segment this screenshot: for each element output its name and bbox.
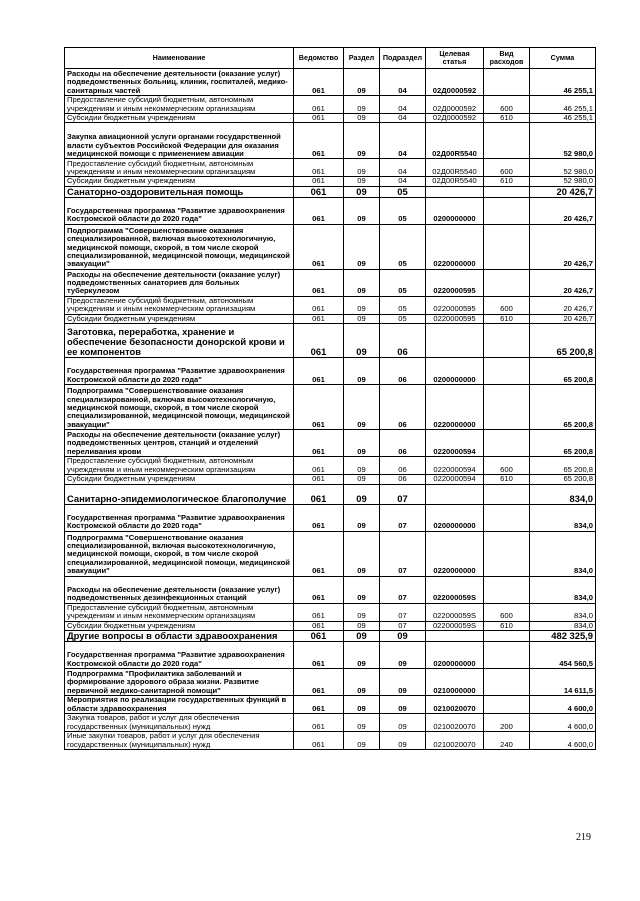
cell-section: 09 bbox=[344, 358, 380, 385]
cell-department: 061 bbox=[294, 69, 344, 96]
cell-name: Расходы на обеспечение деятельности (оказание услуг) подведомственных санаториев для больных туберкулезом bbox=[65, 269, 294, 296]
cell-target-article: 022000059S bbox=[426, 603, 484, 621]
cell-amount: 20 426,7 bbox=[530, 224, 596, 269]
table-row bbox=[65, 504, 596, 531]
cell-amount: 46 255,1 bbox=[530, 96, 596, 114]
cell-expense-type: 610 bbox=[484, 475, 530, 484]
cell-department: 061 bbox=[294, 732, 344, 750]
table-row bbox=[65, 324, 596, 358]
cell-subsection: 07 bbox=[380, 531, 426, 576]
cell-expense-type: 240 bbox=[484, 732, 530, 750]
cell-subsection: 07 bbox=[380, 576, 426, 603]
cell-section: 09 bbox=[344, 576, 380, 603]
cell-section: 09 bbox=[344, 531, 380, 576]
table-row bbox=[65, 714, 596, 732]
table-row bbox=[65, 96, 596, 114]
cell-section: 09 bbox=[344, 69, 380, 96]
cell-name: Субсидии бюджетным учреждениям bbox=[65, 621, 294, 630]
cell-section: 09 bbox=[344, 123, 380, 159]
cell-amount: 65 200,8 bbox=[530, 324, 596, 358]
cell-name: Подпрограмма "Совершенствование оказания специализированной, включая высокотехнологичную, медицинской помощи, скорой, в том числе скорой специализированной, медицинской помощи, медицинской эвакуации" bbox=[65, 531, 294, 576]
header-amount: Сумма bbox=[530, 48, 596, 69]
page-number: 219 bbox=[576, 832, 591, 843]
cell-expense-type bbox=[484, 358, 530, 385]
cell-section: 09 bbox=[344, 314, 380, 323]
cell-name: Закупка товаров, работ и услуг для обеспечения государственных (муниципальных) нужд bbox=[65, 714, 294, 732]
table-row bbox=[65, 475, 596, 484]
cell-section: 09 bbox=[344, 224, 380, 269]
cell-section: 09 bbox=[344, 669, 380, 696]
cell-amount: 65 200,8 bbox=[530, 475, 596, 484]
cell-subsection: 06 bbox=[380, 430, 426, 457]
cell-section: 09 bbox=[344, 96, 380, 114]
cell-department: 061 bbox=[294, 177, 344, 186]
cell-name: Санитарно-эпидемиологическое благополучие bbox=[65, 484, 294, 504]
cell-expense-type bbox=[484, 642, 530, 669]
cell-amount: 454 560,5 bbox=[530, 642, 596, 669]
cell-department: 061 bbox=[294, 430, 344, 457]
cell-expense-type bbox=[484, 197, 530, 224]
cell-subsection: 09 bbox=[380, 696, 426, 714]
cell-amount: 834,0 bbox=[530, 531, 596, 576]
cell-expense-type bbox=[484, 430, 530, 457]
cell-department: 061 bbox=[294, 669, 344, 696]
cell-name: Заготовка, переработка, хранение и обеспечение безопасности донорской крови и ее компонентов bbox=[65, 324, 294, 358]
cell-target-article: 022000059S bbox=[426, 576, 484, 603]
cell-target-article: 0220000595 bbox=[426, 269, 484, 296]
cell-subsection: 06 bbox=[380, 385, 426, 430]
cell-subsection: 05 bbox=[380, 197, 426, 224]
cell-expense-type: 600 bbox=[484, 457, 530, 475]
table-row bbox=[65, 358, 596, 385]
cell-department: 061 bbox=[294, 385, 344, 430]
header-subsection: Подраздел bbox=[380, 48, 426, 69]
cell-target-article: 02Д00R5540 bbox=[426, 177, 484, 186]
cell-section: 09 bbox=[344, 385, 380, 430]
cell-subsection: 07 bbox=[380, 603, 426, 621]
cell-department: 061 bbox=[294, 296, 344, 314]
cell-amount: 20 426,7 bbox=[530, 269, 596, 296]
cell-section: 09 bbox=[344, 296, 380, 314]
table-row bbox=[65, 430, 596, 457]
table-row bbox=[65, 531, 596, 576]
cell-target-article bbox=[426, 631, 484, 642]
cell-expense-type: 600 bbox=[484, 159, 530, 177]
cell-section: 09 bbox=[344, 621, 380, 630]
cell-subsection: 04 bbox=[380, 123, 426, 159]
cell-amount: 46 255,1 bbox=[530, 114, 596, 123]
cell-target-article: 0220000000 bbox=[426, 385, 484, 430]
cell-subsection: 09 bbox=[380, 631, 426, 642]
cell-name: Подпрограмма "Профилактика заболеваний и формирование здорового образа жизни. Развитие первичной медико-санитарной помощи" bbox=[65, 669, 294, 696]
cell-section: 09 bbox=[344, 732, 380, 750]
cell-amount: 834,0 bbox=[530, 504, 596, 531]
cell-target-article: 0200000000 bbox=[426, 642, 484, 669]
cell-expense-type: 200 bbox=[484, 714, 530, 732]
header-section: Раздел bbox=[344, 48, 380, 69]
cell-subsection: 09 bbox=[380, 714, 426, 732]
cell-section: 09 bbox=[344, 484, 380, 504]
cell-amount: 52 980,0 bbox=[530, 159, 596, 177]
table-row bbox=[65, 642, 596, 669]
cell-subsection: 06 bbox=[380, 457, 426, 475]
cell-subsection: 04 bbox=[380, 114, 426, 123]
cell-amount: 65 200,8 bbox=[530, 358, 596, 385]
table-row bbox=[65, 696, 596, 714]
cell-name: Субсидии бюджетным учреждениям bbox=[65, 314, 294, 323]
table-row bbox=[65, 69, 596, 96]
cell-name: Предоставление субсидий бюджетным, автономным учреждениям и иным некоммерческим организациям bbox=[65, 296, 294, 314]
cell-name: Государственная программа "Развитие здравоохранения Костромской области до 2020 года" bbox=[65, 642, 294, 669]
table-row bbox=[65, 669, 596, 696]
header-expense-type: Вид расходов bbox=[484, 48, 530, 69]
cell-department: 061 bbox=[294, 114, 344, 123]
cell-amount: 52 980,0 bbox=[530, 177, 596, 186]
cell-department: 061 bbox=[294, 475, 344, 484]
cell-expense-type: 600 bbox=[484, 296, 530, 314]
cell-department: 061 bbox=[294, 714, 344, 732]
cell-name: Предоставление субсидий бюджетным, автономным учреждениям и иным некоммерческим организациям bbox=[65, 159, 294, 177]
cell-expense-type: 610 bbox=[484, 114, 530, 123]
cell-department: 061 bbox=[294, 186, 344, 197]
cell-amount: 4 600,0 bbox=[530, 696, 596, 714]
cell-amount: 14 611,5 bbox=[530, 669, 596, 696]
table-row bbox=[65, 177, 596, 186]
cell-target-article: 0210000000 bbox=[426, 669, 484, 696]
table-body bbox=[65, 69, 596, 750]
cell-department: 061 bbox=[294, 224, 344, 269]
table-row bbox=[65, 457, 596, 475]
table-row bbox=[65, 576, 596, 603]
cell-subsection: 04 bbox=[380, 69, 426, 96]
cell-expense-type bbox=[484, 324, 530, 358]
cell-subsection: 09 bbox=[380, 732, 426, 750]
cell-name: Субсидии бюджетным учреждениям bbox=[65, 114, 294, 123]
cell-expense-type: 600 bbox=[484, 603, 530, 621]
cell-name: Закупка авиационной услуги органами государственной власти субъектов Российской Федерации для оказания медицинской помощи с применением авиации bbox=[65, 123, 294, 159]
cell-name: Мероприятия по реализации государственных функций в области здравоохранения bbox=[65, 696, 294, 714]
cell-expense-type bbox=[484, 269, 530, 296]
cell-expense-type: 610 bbox=[484, 314, 530, 323]
cell-expense-type bbox=[484, 224, 530, 269]
cell-target-article: 02Д0000592 bbox=[426, 114, 484, 123]
cell-department: 061 bbox=[294, 696, 344, 714]
table-row bbox=[65, 314, 596, 323]
cell-subsection: 07 bbox=[380, 621, 426, 630]
cell-amount: 834,0 bbox=[530, 603, 596, 621]
cell-name: Подпрограмма "Совершенствование оказания специализированной, включая высокотехнологичную, медицинской помощи, скорой, в том числе скорой специализированной, медицинской помощи, медицинской эвакуации" bbox=[65, 385, 294, 430]
cell-subsection: 06 bbox=[380, 475, 426, 484]
cell-department: 061 bbox=[294, 457, 344, 475]
cell-target-article: 0220000594 bbox=[426, 475, 484, 484]
table-row bbox=[65, 732, 596, 750]
cell-department: 061 bbox=[294, 531, 344, 576]
cell-expense-type: 610 bbox=[484, 177, 530, 186]
cell-subsection: 06 bbox=[380, 358, 426, 385]
cell-department: 061 bbox=[294, 123, 344, 159]
cell-amount: 52 980,0 bbox=[530, 123, 596, 159]
cell-target-article: 0200000000 bbox=[426, 504, 484, 531]
budget-table bbox=[64, 47, 596, 750]
cell-name: Предоставление субсидий бюджетным, автономным учреждениям и иным некоммерческим организациям bbox=[65, 457, 294, 475]
cell-section: 09 bbox=[344, 186, 380, 197]
cell-subsection: 09 bbox=[380, 642, 426, 669]
cell-expense-type bbox=[484, 669, 530, 696]
cell-target-article: 02Д0000592 bbox=[426, 69, 484, 96]
table-row bbox=[65, 269, 596, 296]
table-row bbox=[65, 621, 596, 630]
cell-section: 09 bbox=[344, 696, 380, 714]
cell-name: Предоставление субсидий бюджетным, автономным учреждениям и иным некоммерческим организациям bbox=[65, 96, 294, 114]
cell-expense-type bbox=[484, 576, 530, 603]
cell-target-article bbox=[426, 324, 484, 358]
cell-section: 09 bbox=[344, 324, 380, 358]
cell-name: Другие вопросы в области здравоохранения bbox=[65, 631, 294, 642]
cell-department: 061 bbox=[294, 504, 344, 531]
cell-amount: 20 426,7 bbox=[530, 186, 596, 197]
cell-department: 061 bbox=[294, 642, 344, 669]
cell-section: 09 bbox=[344, 603, 380, 621]
cell-name: Иные закупки товаров, работ и услуг для обеспечения государственных (муниципальных) нужд bbox=[65, 732, 294, 750]
cell-section: 09 bbox=[344, 159, 380, 177]
cell-target-article: 02Д0000592 bbox=[426, 96, 484, 114]
cell-subsection: 05 bbox=[380, 186, 426, 197]
table-row bbox=[65, 296, 596, 314]
cell-department: 061 bbox=[294, 96, 344, 114]
cell-department: 061 bbox=[294, 324, 344, 358]
header-name: Наименование bbox=[65, 48, 294, 69]
cell-section: 09 bbox=[344, 430, 380, 457]
cell-expense-type bbox=[484, 484, 530, 504]
header-department: Ведомство bbox=[294, 48, 344, 69]
cell-expense-type bbox=[484, 696, 530, 714]
cell-subsection: 07 bbox=[380, 484, 426, 504]
cell-name: Государственная программа "Развитие здравоохранения Костромской области до 2020 года" bbox=[65, 504, 294, 531]
cell-subsection: 05 bbox=[380, 314, 426, 323]
table-row bbox=[65, 123, 596, 159]
cell-expense-type: 600 bbox=[484, 96, 530, 114]
cell-target-article: 022000059S bbox=[426, 621, 484, 630]
cell-section: 09 bbox=[344, 457, 380, 475]
cell-amount: 65 200,8 bbox=[530, 385, 596, 430]
cell-name: Расходы на обеспечение деятельности (оказание услуг) подведомственных дезинфекционных станций bbox=[65, 576, 294, 603]
cell-target-article: 0210020070 bbox=[426, 732, 484, 750]
cell-name: Предоставление субсидий бюджетным, автономным учреждениям и иным некоммерческим организациям bbox=[65, 603, 294, 621]
cell-name: Государственная программа "Развитие здравоохранения Костромской области до 2020 года" bbox=[65, 358, 294, 385]
cell-department: 061 bbox=[294, 484, 344, 504]
cell-section: 09 bbox=[344, 269, 380, 296]
cell-amount: 482 325,9 bbox=[530, 631, 596, 642]
cell-name: Субсидии бюджетным учреждениям bbox=[65, 475, 294, 484]
cell-amount: 20 426,7 bbox=[530, 296, 596, 314]
table-row bbox=[65, 484, 596, 504]
cell-subsection: 04 bbox=[380, 159, 426, 177]
cell-target-article: 02Д00R5540 bbox=[426, 159, 484, 177]
cell-subsection: 09 bbox=[380, 669, 426, 696]
cell-department: 061 bbox=[294, 576, 344, 603]
cell-department: 061 bbox=[294, 621, 344, 630]
cell-name: Расходы на обеспечение деятельности (оказание услуг) подведомственных центров, станций и отделений переливания крови bbox=[65, 430, 294, 457]
cell-section: 09 bbox=[344, 475, 380, 484]
cell-expense-type bbox=[484, 385, 530, 430]
cell-target-article: 02Д00R5540 bbox=[426, 123, 484, 159]
header-target-article: Целевая статья bbox=[426, 48, 484, 69]
cell-section: 09 bbox=[344, 197, 380, 224]
cell-department: 061 bbox=[294, 358, 344, 385]
cell-target-article: 0210020070 bbox=[426, 714, 484, 732]
cell-name: Расходы на обеспечение деятельности (оказание услуг) подведомственных больниц, клиник, госпиталей, медико-санитарных частей bbox=[65, 69, 294, 96]
cell-target-article: 0200000000 bbox=[426, 358, 484, 385]
cell-amount: 65 200,8 bbox=[530, 430, 596, 457]
cell-section: 09 bbox=[344, 177, 380, 186]
cell-target-article bbox=[426, 186, 484, 197]
cell-subsection: 04 bbox=[380, 177, 426, 186]
cell-name: Государственная программа "Развитие здравоохранения Костромской области до 2020 года" bbox=[65, 197, 294, 224]
cell-section: 09 bbox=[344, 114, 380, 123]
cell-amount: 834,0 bbox=[530, 576, 596, 603]
cell-section: 09 bbox=[344, 642, 380, 669]
table-row bbox=[65, 159, 596, 177]
cell-department: 061 bbox=[294, 269, 344, 296]
cell-section: 09 bbox=[344, 504, 380, 531]
cell-subsection: 05 bbox=[380, 224, 426, 269]
cell-target-article bbox=[426, 484, 484, 504]
table-header bbox=[65, 48, 596, 69]
table-row bbox=[65, 224, 596, 269]
cell-name: Субсидии бюджетным учреждениям bbox=[65, 177, 294, 186]
table-row bbox=[65, 197, 596, 224]
cell-section: 09 bbox=[344, 631, 380, 642]
cell-target-article: 0220000594 bbox=[426, 457, 484, 475]
cell-target-article: 0200000000 bbox=[426, 197, 484, 224]
table-row bbox=[65, 385, 596, 430]
cell-subsection: 07 bbox=[380, 504, 426, 531]
cell-expense-type bbox=[484, 123, 530, 159]
cell-expense-type bbox=[484, 531, 530, 576]
cell-expense-type bbox=[484, 186, 530, 197]
cell-subsection: 05 bbox=[380, 269, 426, 296]
cell-target-article: 0210020070 bbox=[426, 696, 484, 714]
cell-target-article: 0220000595 bbox=[426, 314, 484, 323]
cell-amount: 46 255,1 bbox=[530, 69, 596, 96]
cell-amount: 20 426,7 bbox=[530, 197, 596, 224]
cell-expense-type bbox=[484, 504, 530, 531]
cell-target-article: 0220000000 bbox=[426, 224, 484, 269]
table-row bbox=[65, 114, 596, 123]
cell-name: Санаторно-оздоровительная помощь bbox=[65, 186, 294, 197]
cell-department: 061 bbox=[294, 197, 344, 224]
cell-amount: 20 426,7 bbox=[530, 314, 596, 323]
cell-name: Подпрограмма "Совершенствование оказания специализированной, включая высокотехнологичную, медицинской помощи, скорой, в том числе скорой специализированной, медицинской помощи, медицинской эвакуации" bbox=[65, 224, 294, 269]
cell-target-article: 0220000000 bbox=[426, 531, 484, 576]
cell-target-article: 0220000595 bbox=[426, 296, 484, 314]
table-row bbox=[65, 603, 596, 621]
cell-subsection: 04 bbox=[380, 96, 426, 114]
cell-subsection: 06 bbox=[380, 324, 426, 358]
cell-department: 061 bbox=[294, 603, 344, 621]
cell-expense-type bbox=[484, 69, 530, 96]
cell-target-article: 0220000594 bbox=[426, 430, 484, 457]
cell-department: 061 bbox=[294, 159, 344, 177]
cell-amount: 4 600,0 bbox=[530, 714, 596, 732]
cell-expense-type bbox=[484, 631, 530, 642]
cell-amount: 834,0 bbox=[530, 484, 596, 504]
cell-amount: 834,0 bbox=[530, 621, 596, 630]
table-row bbox=[65, 186, 596, 197]
cell-section: 09 bbox=[344, 714, 380, 732]
cell-subsection: 05 bbox=[380, 296, 426, 314]
cell-department: 061 bbox=[294, 631, 344, 642]
cell-expense-type: 610 bbox=[484, 621, 530, 630]
cell-department: 061 bbox=[294, 314, 344, 323]
table-row bbox=[65, 631, 596, 642]
cell-amount: 4 600,0 bbox=[530, 732, 596, 750]
cell-amount: 65 200,8 bbox=[530, 457, 596, 475]
